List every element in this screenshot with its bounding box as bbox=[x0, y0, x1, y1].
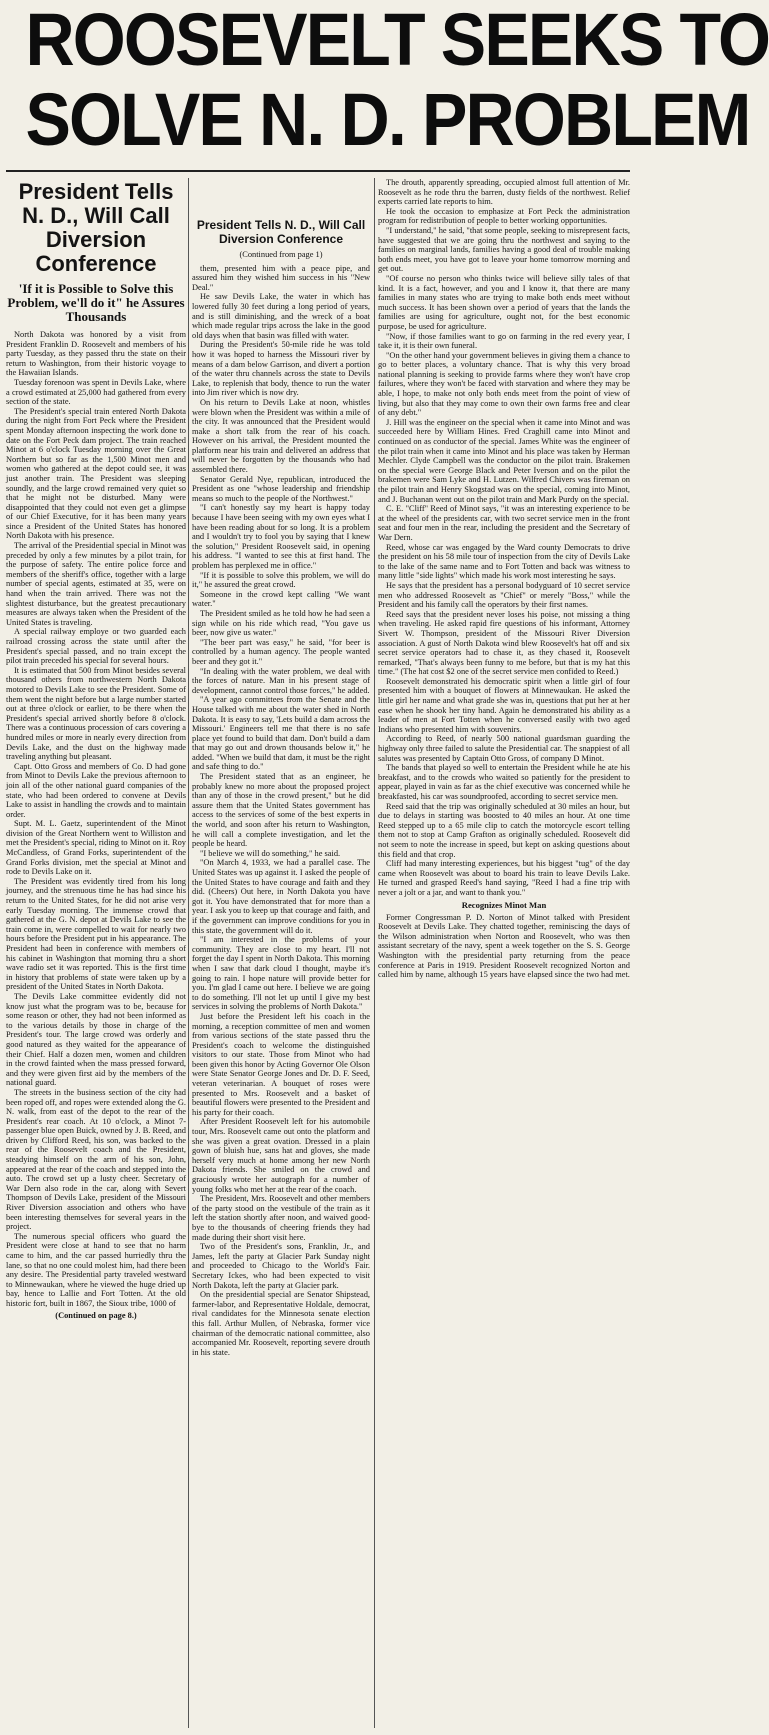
column-1-subdeck: 'If it is Possible to Solve this Problem, we'll do it" he Assures Thousands bbox=[7, 281, 185, 324]
paragraph: Tuesday forenoon was spent in Devils Lake, where a crowd estimated at 25,000 had gathered from every section of the state. bbox=[6, 377, 186, 407]
paragraph: The President, Mrs. Roosevelt and other members of the party stood on the vestibule of the train as it left the station shortly after noon, and waived good-bye to the thousands of cheering friends they had made during their short visit here. bbox=[192, 1194, 370, 1242]
paragraph: Supt. M. L. Gaetz, superintendent of the Minot division of the Great Northern went to Williston and met the President's special, riding to Minot on it. Roy McCandless, of Grand Forks, superintendent of the Grand Forks division, met the special at Minot and rode to Devils Lake on it. bbox=[6, 819, 186, 877]
paragraph: "A year ago committees from the Senate and the House talked with me about the water shed in North Dakota. It is easy to say, 'Lets build a dam across the Missouri.' Engineers tell me that there is no safe place yet found to build that dam. Don't build a dam that may go out and drown thousands below it," he added. "When we build that dam, it must be the right and safe thing to do." bbox=[192, 695, 370, 772]
paragraph: It is estimated that 500 from Minot besides several thousand others from northwestern North Dakota motored to Devils Lake to see the President. Some of them went the night before but a large number started out at three o'clock or earlier, to be there when the President's special arrived shortly before 8 o'clock. There was a continuous procession of cars covering a hundred miles or more in nearly every direction from Devils Lake, and the dust on the highway made traveling anything but pleasant. bbox=[6, 665, 186, 762]
paragraph: "Now, if those families want to go on farming in the red every year, I take it, it is their own funeral. bbox=[378, 331, 630, 351]
paragraph: The President was evidently tired from his long journey, and the strenuous time he has had since his return to the United States, for he did not arise very early Tuesday morning. The immense crowd that gathered at the G. N. depot at Devils Lake to see the train come in, were compelled to wait for nearly two hours before the President put in his appearance. The President had been in conference with members of his cabinet in Washington that morning thru a short wave radio set it was reported. This is the first time in history that problems of state were taken up by a president of the United States in North Dakota. bbox=[6, 876, 186, 992]
paragraph: Former Congressman P. D. Norton of Minot talked with President Roosevelt at Devils Lake. They chatted together, reminiscing the days of the Wilson administration when Norton and Roosevelt, who was then assistant secretary of the navy, spent a week together on the S. S. George Washington with the presidential party returning from the peace conference at Paris in 1919. President Roosevelt recognized Norton and called him by name, although 15 years have elapsed since the two had met. bbox=[378, 912, 630, 980]
paragraph: North Dakota was honored by a visit from President Franklin D. Roosevelt and members of his party Tuesday, as they passed thru the state on their return to Washington, from their historic voyage to the Hawaiian Islands. bbox=[6, 330, 186, 378]
paragraph: The President smiled as he told how he had seen a sign while on his ride which read, "You gave us beer, now give us water." bbox=[192, 608, 370, 638]
paragraph: Reed said that the trip was originally scheduled at 30 miles an hour, but due to delays in starting was boosted to 40 miles an hour. At one time Reed stepped up to a 65 mile clip to catch the motorcycle escort telling them not to stop at Camp Grafton as originally scheduled. Roosevelt did not seem to note the increase in speed, but kept on asking questions about this field and that crop. bbox=[378, 801, 630, 859]
paragraph: "On the other hand your government believes in giving them a chance to go to better places, a voluntary chance. That is why this very broad national planning is seeking to provide farms where they won't have crop failures, where they won't be faced with starvation and where they may be able, I hope, to make not only both ends meet from the point of view of living, but also that they may come to own their own farms free and clear of any debt." bbox=[378, 350, 630, 418]
paragraph: He took the occasion to emphasize at Fort Peck the administration program for redistribution of people to better working opportunities. bbox=[378, 206, 630, 226]
paragraph: them, presented him with a peace pipe, and assured him they wished him success in his "New Deal." bbox=[192, 263, 370, 292]
column-2-deck: President Tells N. D., Will Call Diversion Conference bbox=[196, 218, 366, 246]
paragraph: Reed, whose car was engaged by the Ward county Democrats to drive the president on his 58 mile tour of inspection from the city of Devils Lake to the lake of the same name and to Fort Totten and back was witness to many little "side lights" which made his work most interesting he says. bbox=[378, 542, 630, 581]
paragraph: Senator Gerald Nye, republican, introduced the President as one "whose leadership and friendship means so much to the people of the Northwest." bbox=[192, 474, 370, 503]
paragraph: C. E. "Cliff" Reed of Minot says, "it was an interesting experience to be at the wheel of the presidents car, with two secret service men in the front seat and four men in the rear, including the president and the Secretary of War Dern. bbox=[378, 504, 630, 542]
paragraph: "In dealing with the water problem, we deal with the forces of nature. Man in his present stage of development, cannot control those forces," he added. bbox=[192, 666, 370, 695]
column-2 bbox=[192, 178, 370, 1728]
continued-note: (Continued on page 8.) bbox=[55, 1310, 137, 1320]
paragraph: "I am interested in the problems of your community. They are close to my heart. I'll not forget the day I spent in North Dakota. This morning when I saw that dark cloud I thought, maybe it's going to rain. I hope nature will provide better for you. I'm glad I came out here. I believe we are going to do something. I'll not let up until I give my best services in solving the problems of North Dakota." bbox=[192, 935, 370, 1012]
headline-line-1: ROOSEVELT SEEKS TO bbox=[25, 0, 769, 81]
column-3-body-after bbox=[378, 913, 630, 980]
paragraph: On his return to Devils Lake at noon, whistles were blown when the President was within a mile of the city. It was announced that the President would make a short talk from the rear of his coach. However on his arrival, the President mounted the platform near his train and delivered an address that will never be forgotten by the thousands who had assembled there. bbox=[192, 397, 370, 475]
headline-line-2: SOLVE N. D. PROBLEM bbox=[25, 78, 750, 161]
paragraph: On the presidential special are Senator Shipstead, farmer-labor, and Representative Holdale, democrat, rival candidates for the Minnesota senate election this fall. Arthur Mullen, of Nebraska, former vice chairman of the democratic national committee, also accompanied Mr. Roosevelt, reporting severe drouth in his state. bbox=[192, 1290, 370, 1357]
paragraph: "On March 4, 1933, we had a parallel case. The United States was up against it. I asked the people of the United States to have courage and faith and they did. (Cheers) Out here, in North Dakota you have got it. You have demonstrated that for more than a year. I ask you to keep up that courage and faith, and if the government can improve conditions for you in this state, the government will do it. bbox=[192, 858, 370, 935]
paragraph: Reed says that the president never loses his poise, not missing a thing when traveling. He asked rapid fire questions of his informant, Attorney Sivert W. Thompson, president of the Missouri River Diversion association. A gust of North Dakota wind blew Roosevelt's hat off and six secret service operators had to chase it, as they chased it, Roosevelt remarked, "That's always been funny to me before, but that is my hat this time." (The hat cost $2 one of the secret service men confided to Reed.) bbox=[378, 609, 630, 677]
column-1 bbox=[6, 178, 186, 1728]
paragraph: He saw Devils Lake, the water in which has lowered fully 30 feet during a long period of years, and is still diminishing, and the wreck of a boat which made regular trips across the lake in the good old days when that basin was filled with water. bbox=[192, 292, 370, 340]
continued-from: (Continued from page 1) bbox=[239, 250, 323, 259]
paragraph: According to Reed, of nearly 500 national guardsman guarding the highway only three failed to salute the Presidential car. The snappiest of all salutes was presented by Captain Otto Gross, of company D Minot. bbox=[378, 734, 630, 763]
paragraph: After President Roosevelt left for his automobile tour, Mrs. Roosevelt came out onto the platform and she was given a great ovation. Dressed in a plain gown of bluish hue, sans hat and gloves, she made herself very much at home among her new North Dakota friends. She smiled on the crowd and graciously wrote her autograph for a number of young folks who met her at the rear of the coach. bbox=[192, 1117, 370, 1194]
column-3-body bbox=[378, 178, 630, 898]
paragraph: Roosevelt demonstrated his democratic spirit when a little girl of four presented him with a bouquet of flowers at Minnewaukan. He asked the little girl her name and what grade she was in, questions that put her at her ease when he shook her tiny hand. Again he demonstrated his ability as a leader of men at Fort Totten when he conversed easily with two aged Indians who presented him with souvenirs. bbox=[378, 676, 630, 734]
paragraph: During the President's 50-mile ride he was told how it was hoped to harness the Missouri river by means of a dam below Garrison, and divert a portion of the water thru channels across the state to Devils Lake, to replenish that body, thence to run the water into Jim river which is now dry. bbox=[192, 340, 370, 398]
paragraph: "I can't honestly say my heart is happy today because I have been seeing with my own eyes what I have been reading about for so long. It is a problem and I wouldn't try to fool you by saying that I knew the solution," President Roosevelt said, in opening his address. "I wanted to see this at first hand. The problem has perplexed me in office." bbox=[192, 503, 370, 570]
column-divider-1 bbox=[188, 178, 189, 1728]
column-divider-2 bbox=[374, 178, 375, 1728]
paragraph: He says that the president has a personal bodyguard of 10 secret service men who addressed Roosevelt as "Chief" or merely "Boss," while the President and his family call the operators by their first names. bbox=[378, 580, 630, 610]
paragraph: The arrival of the Presidential special in Minot was preceded by only a few minutes by a pilot train, for the purpose of safety. The entire police force and members of the sheriff's office, together with a large number of special agents, estimated at 35, were on hand when the train arrived. There was not the slightest disturbance, but the greatest precautionary measures are always taken when the President of the United States is traveling. bbox=[6, 541, 186, 627]
paragraph: Cliff had many interesting experiences, but his biggest "tug" of the day came when Roosevelt was about to board his train to leave Devils Lake. He turned and grasped Reed's hand saying, "Reed I had a fine trip with never a jolt or a jar, and want to thank you." bbox=[378, 859, 630, 897]
paragraph: The drouth, apparently spreading, occupied almost full attention of Mr. Roosevelt as he rode thru the barren, dusty fields of the northwest. Relief experts carried late reports to him. bbox=[378, 178, 630, 207]
column-3 bbox=[378, 178, 630, 1728]
paragraph: "I understand," he said, "that some people, seeking to misrepresent facts, have suggested that we are going thru the northwest and saying to the families on marginal lands, families having a good deal of trouble making both ends meet, you have got to leave your home tomorrow morning and get out. bbox=[378, 225, 630, 274]
paragraph: "Of course no person who thinks twice will believe silly tales of that kind. It is a fact, however, and you and I know it, that there are many families in many states who are trying to make both ends meet without much success. It has been shown over a period of years that the lands the families are using for agriculture, ought not, for the best economic purpose, be used for agriculture. bbox=[378, 273, 630, 331]
paragraph: "If it is possible to solve this problem, we will do it," he assured the great crowd. bbox=[192, 570, 370, 590]
column-1-deck: President Tells N. D., Will Call Diversion Conference bbox=[18, 179, 174, 276]
column-3-subhead: Recognizes Minot Man bbox=[461, 899, 547, 910]
paragraph: Capt. Otto Gross and members of Co. D had gone from Minot to Devils Lake the previous afternoon to join all of the other national guard companies of the state, who had been ordered to convene at Devils Lake to assist in handling the crowds and to maintain order. bbox=[6, 761, 186, 819]
article-columns bbox=[6, 178, 630, 1728]
paragraph: The President stated that as an engineer, he probably knew no more about the proposed project than any of those in the crowd present," but he did assure them that the United States government has access to the services of some of the best experts in the world, and soon after his return to Washington, he will call a complete investigation, and let the people be heard. bbox=[192, 772, 370, 849]
paragraph: The President's special train entered North Dakota during the night from Fort Peck where the President spent Monday afternoon inspecting the work done to date on the Fort Peck dam project. The train reached Minot at 6 o'clock Tuesday morning over the Great Northern but so far as the 1,500 Minot men and women who gathered at the depot could see, it was just another train. The President was sleeping soundly, and the large crowd remained very quiet so that he might not be disturbed. Many were disappointed that they could not even get a glimpse of our Chief Executive, for it has been many years since a President of the United States has honored North Dakota with his presence. bbox=[6, 406, 186, 541]
paragraph: A special railway employe or two guarded each railroad crossing across the state until after the President's special passed, and no train except the pilot train preceded his special for several hours. bbox=[6, 627, 186, 666]
paragraph: The streets in the business section of the city had been roped off, and ropes were extended along the G. N. walk, from east of the depot to the rear of the President's rear coach. At 10 o'clock, a Minot 7-passenger blue open Buick, owned by J. B. Reed, and driven by Clifford Reed, his son, was backed to the rear of the Roosevelt coach and the President, steadying himself on the arm of his son, John, appeared at the rear of the coach and stepped into the auto. The crowd set up a lusty cheer. Secretary of War Dern also rode in the car, along with Severt Thompson of Devils Lake, president of the Missouri River Diversion association and others who have been interesting themselves for several years in the project. bbox=[6, 1087, 186, 1232]
column-1-body bbox=[6, 330, 186, 1309]
paragraph: The Devils Lake committee evidently did not know just what the program was to be, because for some reason or other, they had not been informed as to the various details by those in charge of the President's tour. The large crowd was orderly and good natured as they waited for the appearance of their Chief. Half a dozen men, women and children in the crowd fainted when the mass pressed forward, and they were given first aid by the members of the national guard. bbox=[6, 991, 186, 1088]
paragraph: J. Hill was the engineer on the special when it came into Minot and was succeeded here by William Hines. Fred Craghill came into Minot and continued on as conductor of the special. James White was the engineer of the pilot train when it came into Minot and his place was taken by Herman Mechler. Clyde Campbell was the conductor on the pilot train. Brakemen on the special were George Black and Peter Iverson and on the pilot the brakemen were Sam Lyke and H. Lutzen. Wilfred Chivers was fireman on the pilot train and Henry Skogstad was on the special, coming into Minot, and J. Buchanan went out on the pilot train and Mark Purdy on the special. bbox=[378, 417, 630, 504]
paragraph: The numerous special officers who guard the President were close at hand to see that no harm came to him, and the car passed hurriedly thru the lane, so that no one could molest him, had there been any desire. The Presidential party traveled westward to Minnewaukan, where he viewed the huge dried up bay, hence to Lallie and Fort Totten. At the old historic fort, built in 1867, the Sioux tribe, 1000 of bbox=[6, 1231, 186, 1308]
paragraph: "I believe we will do something," he said. bbox=[200, 848, 341, 858]
headline-rule bbox=[6, 170, 630, 172]
column-2-body bbox=[192, 264, 370, 1358]
paragraph: The bands that played so well to entertain the President while he ate his breakfast, and to the crowds who waited so patiently for the president to appear, played in vain as far as the chief executive was concerned while he breakfasted, his car was soundproofed, according to secret service men. bbox=[378, 763, 630, 801]
paragraph: "The beer part was easy," he said, "for beer is controlled by a human agency. The people wanted beer and they got it." bbox=[192, 637, 370, 666]
headline bbox=[0, 0, 769, 170]
paragraph: Someone in the crowd kept calling "We want water." bbox=[192, 589, 370, 609]
paragraph: Just before the President left his coach in the morning, a reception committee of men and women from various sections of the state passed thru the President's coach to welcome the distinguished visitors to our state. Those from Minot who had been given this honor by Acting Governor Ole Olson were State Senator George Jones and Dr. D. F. Seed, veteran veterinarian. A bouquet of roses were presented to Mrs. Roosevelt and a basket of beautiful flowers were presented to the President and his party for their coach. bbox=[192, 1011, 370, 1117]
paragraph: Two of the President's sons, Franklin, Jr., and James, left the party at Glacier Park Sunday night and proceeded to Chicago to the World's Fair. Secretary Ickes, who had been expected to visit North Dakota, left the party at Glacier park. bbox=[192, 1242, 370, 1290]
